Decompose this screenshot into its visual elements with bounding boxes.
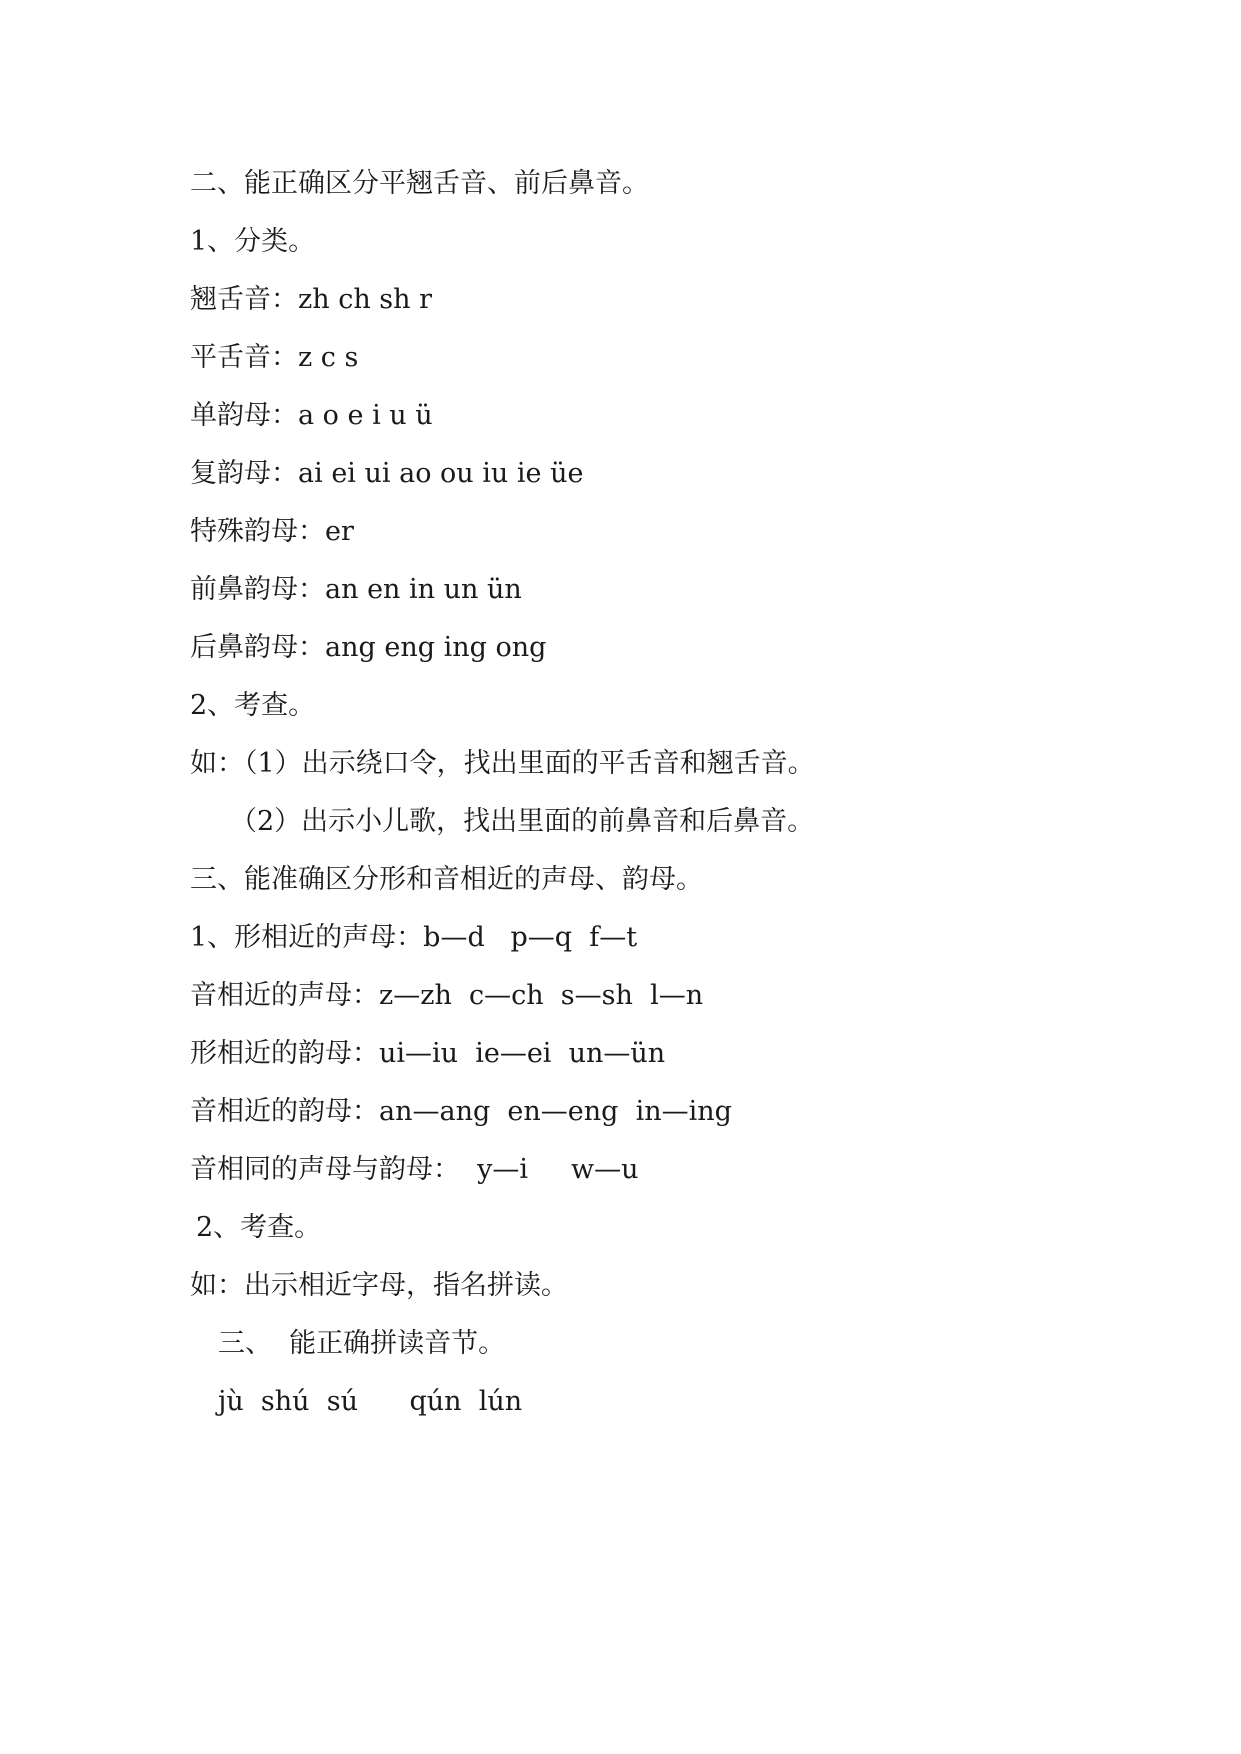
simple-finals-line: 单韵母：a o e i u ü <box>190 400 433 431</box>
example-similar-letters: 如：出示相近字母，指名拼读。 <box>190 1270 568 1301</box>
similar-sound-initials-line: 音相近的声母：z—zh c—ch s—sh l—n <box>190 980 704 1011</box>
front-nasal-finals-line: 前鼻韵母：an en in un ün <box>190 574 522 605</box>
subheading-classification: 1、分类。 <box>190 226 316 257</box>
special-final-line: 特殊韵母：er <box>190 516 354 547</box>
example-tongue-twister: 如：（1）出示绕口令，找出里面的平舌音和翘舌音。 <box>190 748 815 779</box>
syllables-line: jù shú sú qún lún <box>218 1386 523 1417</box>
same-sound-initials-finals-line: 音相同的声母与韵母： y—i w—u <box>190 1154 639 1185</box>
section-heading-2: 二、能正确区分平翘舌音、前后鼻音。 <box>190 168 649 199</box>
similar-sound-finals-line: 音相近的韵母：an—ang en—eng in—ing <box>190 1096 732 1127</box>
section-heading-syllables: 三、 能正确拼读音节。 <box>218 1328 506 1359</box>
flat-tongue-initials-line: 平舌音：z c s <box>190 342 359 373</box>
example-nursery-rhyme: （2）出示小儿歌，找出里面的前鼻音和后鼻音。 <box>230 806 815 837</box>
similar-shape-finals-line: 形相近的韵母：ui—iu ie—ei un—ün <box>190 1038 666 1069</box>
subheading-assessment-1: 2、考查。 <box>190 690 316 721</box>
section-heading-3: 三、能准确区分形和音相近的声母、韵母。 <box>190 864 703 895</box>
retroflex-initials-line: 翘舌音：zh ch sh r <box>190 284 433 315</box>
compound-finals-line: 复韵母：ai ei ui ao ou iu ie üe <box>190 458 584 489</box>
back-nasal-finals-line: 后鼻韵母：ang eng ing ong <box>190 632 547 663</box>
similar-shape-initials-line: 1、形相近的声母：b—d p—q f—t <box>190 922 638 953</box>
subheading-assessment-2: 2、考查。 <box>196 1212 322 1243</box>
